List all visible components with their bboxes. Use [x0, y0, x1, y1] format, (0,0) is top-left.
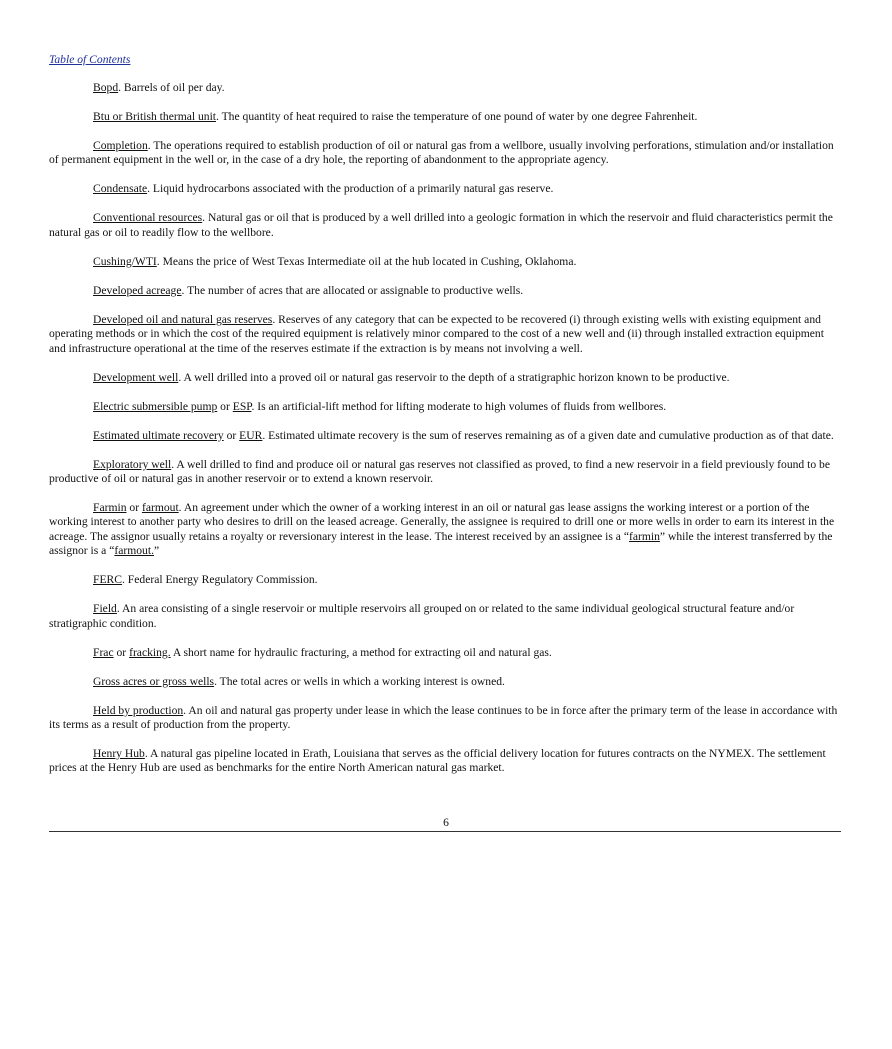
glossary-term: Exploratory well	[93, 457, 172, 471]
glossary-entry-eur	[49, 429, 841, 443]
glossary-term: Developed acreage	[93, 283, 182, 297]
glossary-term: Henry Hub	[93, 747, 145, 761]
glossary-term: Condensate	[93, 182, 148, 196]
glossary-entry-bopd	[49, 81, 841, 95]
glossary-definition-text: . The quantity of heat required to raise the temperature of one pound of water by one degree Fahrenheit.	[216, 110, 698, 123]
glossary-definition-text: . A well drilled to find and produce oil or natural gas reserves not classified as proved, to find a new reservoir in a field previously found to be productive of oil or natural gas in another reservoir or to extend a known reservoir.	[49, 457, 830, 486]
glossary-term: farmout.	[114, 544, 154, 558]
glossary-entry-esp	[49, 400, 841, 414]
glossary-definition-text: ” while the interest transferred by the assignor is a “	[49, 529, 833, 558]
glossary-entry-ferc	[49, 573, 841, 587]
glossary-definition-text: . A well drilled into a proved oil or natural gas reservoir to the depth of a stratigraphic horizon known to be productive.	[178, 370, 730, 384]
glossary-entry-btu	[49, 110, 841, 124]
glossary-definition-text: . A natural gas pipeline located in Erath, Louisiana that serves as the official delivery location for futures contracts on the NYMEX. The settlement prices at the Henry Hub are used as benchmarks for the entire North American natural gas market.	[49, 747, 826, 775]
glossary-definition-text: . Estimated ultimate recovery is the sum of reserves remaining as of a given date and cumulative production as of that date.	[262, 428, 834, 442]
glossary-term: Electric submersible pump	[93, 399, 218, 413]
glossary-entry-completion	[49, 139, 841, 168]
glossary-entry-exploratory-well	[49, 458, 841, 487]
glossary-definition-text: . Liquid hydrocarbons associated with the production of a primarily natural gas reserve.	[147, 182, 554, 196]
glossary-definition-text: . The number of acres that are allocated or assignable to productive wells.	[181, 283, 524, 297]
glossary-term: Held by production	[93, 703, 184, 717]
glossary-entry-henry-hub	[49, 747, 841, 776]
glossary-definition-text: . An area consisting of a single reservoir or multiple reservoirs all grouped on or related to the same individual geological structural feature and/or stratigraphic condition.	[49, 602, 795, 630]
glossary-term: fracking.	[129, 645, 171, 659]
glossary-entry-held-by-production	[49, 704, 841, 733]
glossary-term: ESP	[232, 399, 252, 413]
glossary-entry-developed-acreage	[49, 284, 841, 298]
glossary-definition-text: . Means the price of West Texas Intermediate oil at the hub located in Cushing, Oklahoma.	[156, 254, 577, 268]
glossary-term: Cushing/WTI	[93, 254, 157, 268]
glossary-term: FERC	[93, 573, 122, 587]
glossary-entries	[49, 81, 841, 790]
glossary-term: Gross acres or gross wells	[93, 674, 215, 688]
glossary-entry-condensate	[49, 182, 841, 196]
glossary-definition-text: or	[223, 428, 240, 442]
glossary-term: Conventional resources	[93, 211, 203, 225]
glossary-definition-text: . The total acres or wells in which a working interest is owned.	[214, 674, 505, 688]
glossary-term: Development well	[93, 370, 179, 384]
glossary-entry-cushing-wti	[49, 255, 841, 269]
glossary-term: Estimated ultimate recovery	[93, 428, 224, 442]
glossary-term: farmin	[629, 529, 660, 543]
table-of-contents-link[interactable]: Table of Contents	[49, 53, 131, 66]
glossary-definition-text: ”	[153, 544, 160, 558]
glossary-definition-text: or	[113, 645, 130, 659]
glossary-definition-text: . Federal Energy Regulatory Commission.	[122, 573, 318, 587]
glossary-term: Btu or British thermal unit	[93, 110, 217, 123]
glossary-definition-text: A short name for hydraulic fracturing, a method for extracting oil and natural gas.	[170, 645, 552, 659]
glossary-term: Frac	[93, 645, 114, 659]
glossary-term: Bopd	[93, 81, 119, 94]
footer-divider	[49, 831, 841, 832]
glossary-entry-farmin	[49, 501, 841, 559]
glossary-entry-gross-acres	[49, 675, 841, 689]
glossary-entry-frac	[49, 646, 841, 660]
glossary-term: Field	[93, 602, 117, 616]
glossary-term: Completion	[93, 139, 148, 152]
glossary-definition-text: . An oil and natural gas property under lease in which the lease continues to be in force after the primary term of the lease in accordance with its terms as a result of production from the property.	[49, 703, 838, 732]
glossary-definition-text: or	[126, 501, 142, 515]
glossary-entry-development-well	[49, 371, 841, 385]
glossary-term: Farmin	[93, 501, 127, 515]
glossary-definition-text: . Natural gas or oil that is produced by a well drilled into a geologic formation in which the reservoir and fluid characteristics permit the natural gas or oil to readily flow to the wellbore.	[49, 211, 833, 239]
glossary-definition-text: . Reserves of any category that can be expected to be recovered (i) through existing wells with existing equipment and operating methods or in which the cost of the required equipment is relatively minor compared to the cost of a new well and (ii) through installed extraction equipment and infrastructure operational at the time of the reserves estimate if the extraction is by means not involving a well.	[49, 312, 824, 355]
glossary-definition-text: . Barrels of oil per day.	[118, 81, 225, 94]
glossary-term: Developed oil and natural gas reserves	[93, 312, 273, 326]
glossary-term: farmout	[141, 501, 179, 515]
glossary-definition-text: . Is an artificial-lift method for lifting moderate to high volumes of fluids from wellbores.	[251, 399, 667, 413]
page-number: 6	[443, 816, 449, 829]
glossary-definition-text: . The operations required to establish production of oil or natural gas from a wellbore, usually involving perforations, stimulation and/or installation of permanent equipment in the well or, in the case of a dry hole, the reporting of abandonment to the appropriate agency.	[49, 139, 834, 167]
glossary-entry-conventional-resources	[49, 211, 841, 240]
glossary-definition-text: . An agreement under which the owner of a working interest in an oil or natural gas lease assigns the working interest or a portion of the working interest to another party who desires to drill on the leased acreage. Generally, the assignee is required to drill one or more wells in order to earn its interest in the acreage. The assignor usually retains a royalty or reversionary interest in the lease. The interest received by an assignee is a “	[49, 501, 835, 543]
glossary-term: EUR	[239, 428, 263, 442]
glossary-entry-field	[49, 602, 841, 631]
glossary-entry-developed-reserves	[49, 313, 841, 356]
glossary-definition-text: or	[217, 399, 233, 413]
